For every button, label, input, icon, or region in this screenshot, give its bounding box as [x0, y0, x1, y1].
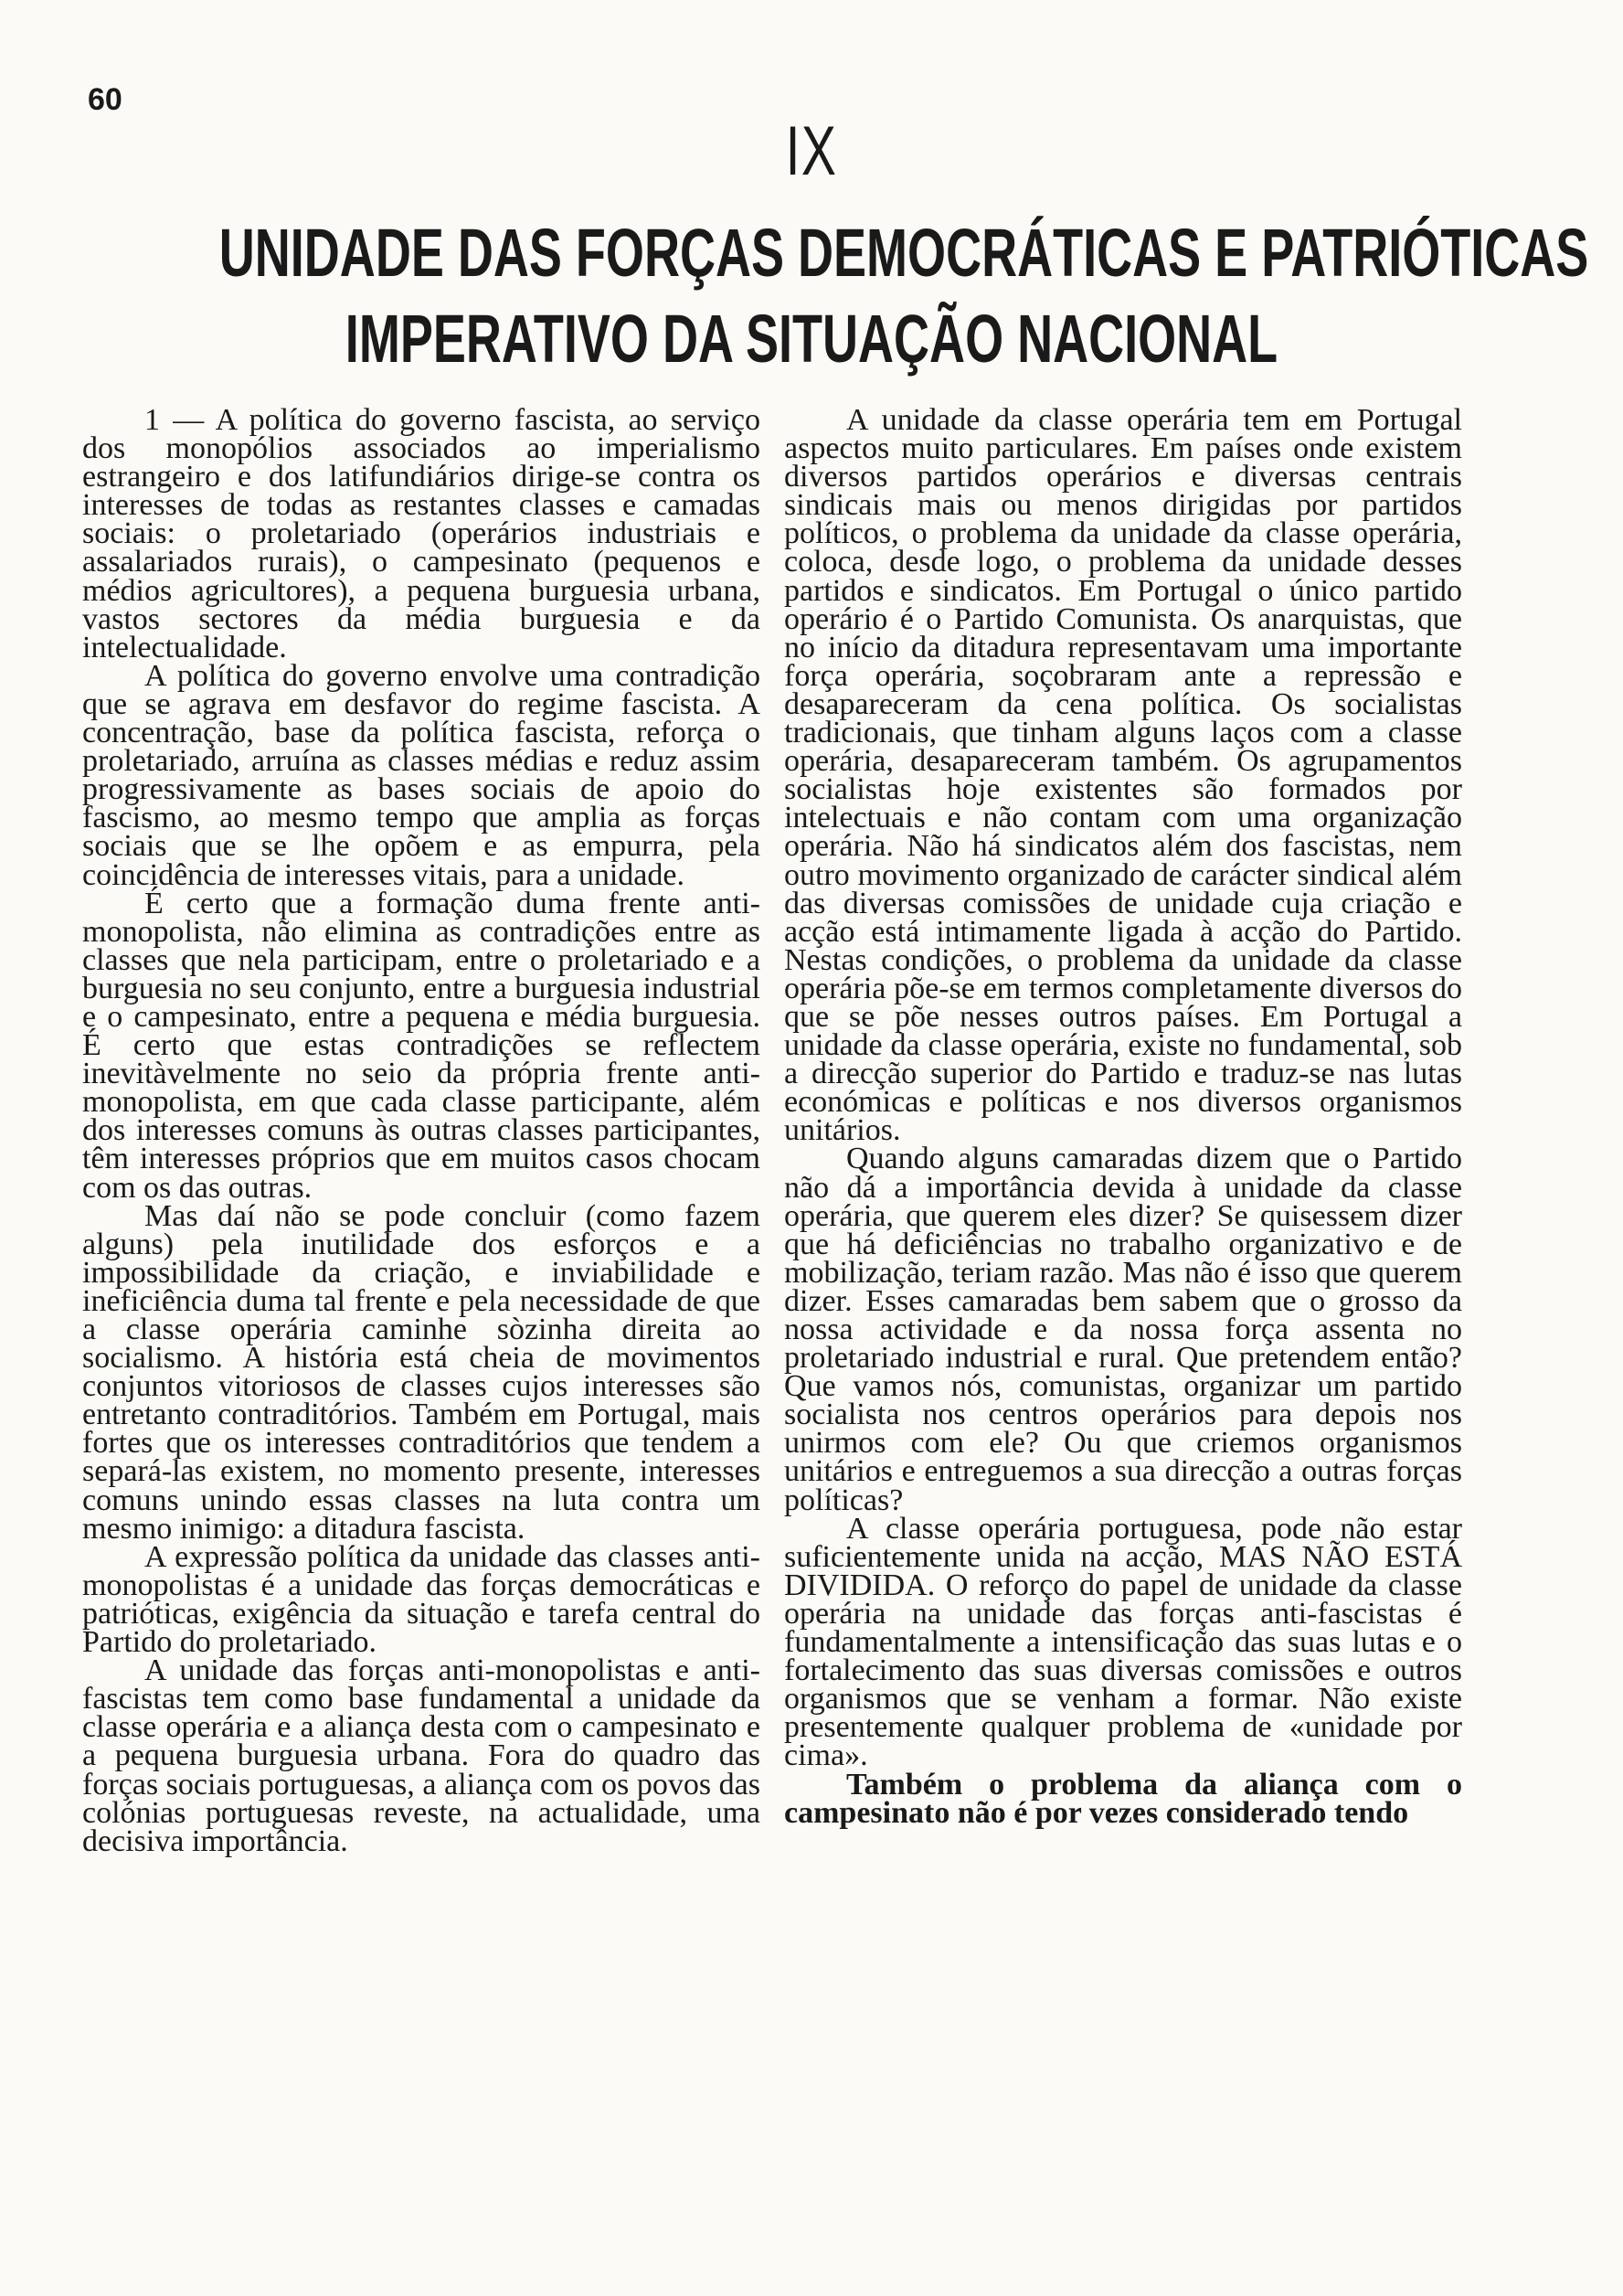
paragraph: Também o problema da aliança com o campesinato não é por vezes considerado tendo: [784, 1767, 1462, 1830]
paragraph: A política do governo envolve uma contradição que se agrava em desfavor do regime fascista. A concentração, base da política fascista, reforça o proletariado, arruína as classes médias e reduz assim progressivamente as bases sociais de apoio do fascismo, ao mesmo tempo que amplia as forças sociais que se lhe opõem e as empurra, pela coincidência de interesses vitais, para a unidade.: [82, 658, 760, 892]
paragraph: 1 — A política do governo fascista, ao serviço dos monopólios associados ao imperialismo estrangeiro e dos latifundiários dirige-se contra os interesses de todas as restantes classes e camadas sociais: o proletariado (operários industriais e assalariados rurais), o campesinato (pequenos e médios agricultores), a pequena burguesia urbana, vastos sectores da média burguesia e da intelectualidade.: [82, 403, 760, 664]
paragraph: Mas daí não se pode concluir (como fazem alguns) pela inutilidade dos esforços e a impossibilidade da criação, e inviabilidade e ineficiência duma tal frente e pela necessidade de que a classe operária caminhe sòzinha direita ao socialismo. A história está cheia de movimentos conjuntos vitoriosos de classes cujos interesses são entretanto contraditórios. Também em Portugal, mais fortes que os interesses contraditórios que tendem a separá-las existem, no momento presente, interesses comuns unindo essas classes na luta contra um mesmo inimigo: a ditadura fascista.: [82, 1198, 760, 1546]
chapter-number: IX: [785, 112, 838, 190]
paragraph: A classe operária portuguesa, pode não estar suficientemente unida na acção, MAS NÃO ESTÁ DIVIDIDA. O reforço do papel de unidade da classe operária na unidade das forças anti-fascistas é fundamentalmente a intensificação das suas lutas e o fortalecimento das suas diversas comissões e outros organismos que se venham a formar. Não existe presentemente qualquer problema de «unidade por cima».: [784, 1511, 1462, 1773]
chapter-title-line-1: UNIDADE DAS FORÇAS DEMOCRÁTICAS E PATRIÓTICAS: [218, 215, 1589, 291]
chapter-title-line-2: IMPERATIVO DA SITUAÇÃO NACIONAL: [345, 301, 1278, 377]
paragraph: A expressão política da unidade das classes anti-monopolistas é a unidade das forças democráticas e patrióticas, exigência da situação e tarefa central do Partido do proletariado.: [82, 1539, 760, 1660]
paragraph: É certo que a formação duma frente anti-monopolista, não elimina as contradições entre as classes que nela participam, entre o proletariado e a burguesia no seu conjunto, entre a burguesia industrial e o campesinato, entre a pequena e média burguesia. É certo que estas contradições se reflectem inevitàvelmente no seio da própria frente anti-monopolista, em que cada classe participante, além dos interesses comuns às outras classes participantes, têm interesses próprios que em muitos casos chocam com os das outras.: [82, 886, 760, 1205]
page-number: 60: [88, 82, 122, 117]
left-column: [82, 403, 760, 1858]
paragraph: A unidade da classe operária tem em Portugal aspectos muito particulares. Em países onde existem diversos partidos operários e diversas centrais sindicais mais ou menos dirigidas por partidos políticos, o problema da unidade da classe operária, coloca, desde logo, o problema da unidade desses partidos e sindicatos. Em Portugal o único partido operário é o Partido Comunista. Os anarquistas, que no início da ditadura representavam uma importante força operária, soçobraram ante a repressão e desapareceram da cena política. Os socialistas tradicionais, que tinham alguns laços com a classe operária, desapareceram também. Os agrupamentos socialistas hoje existentes são formados por intelectuais e não contam com uma organização operária. Não há sindicatos além dos fascistas, nem outro movimento organizado de carácter sindical além das diversas comissões de unidade cuja criação e acção está intimamente ligada à acção do Partido. Nestas condições, o problema da unidade da classe operária põe-se em termos completamente diversos do que se põe nesses outros países. Em Portugal a unidade da classe operária, existe no fundamental, sob a direcção superior do Partido e traduz-se nas lutas económicas e políticas e nos diversos organismos unitários.: [784, 403, 1462, 1148]
paragraph: A unidade das forças anti-monopolistas e anti-fascistas tem como base fundamental a unidade da classe operária e a aliança desta com o campesinato e a pequena burguesia urbana. Fora do quadro das forças sociais portuguesas, a aliança com os povos das colónias portuguesas reveste, na actualidade, uma decisiva importância.: [82, 1653, 760, 1858]
right-column: [784, 403, 1462, 1830]
paragraph: Quando alguns camaradas dizem que o Partido não dá a importância devida à unidade da classe operária, que querem eles dizer? Se quisessem dizer que há deficiências no trabalho organizativo e de mobilização, teriam razão. Mas não é isso que querem dizer. Esses camaradas bem sabem que o grosso da nossa actividade e da nossa força assenta no proletariado industrial e rural. Que pretendem então? Que vamos nós, comunistas, organizar um partido socialista nos centros operários para depois nos unirmos com ele? Ou que criemos organismos unitários e entreguemos a sua direcção a outras forças políticas?: [784, 1142, 1462, 1517]
